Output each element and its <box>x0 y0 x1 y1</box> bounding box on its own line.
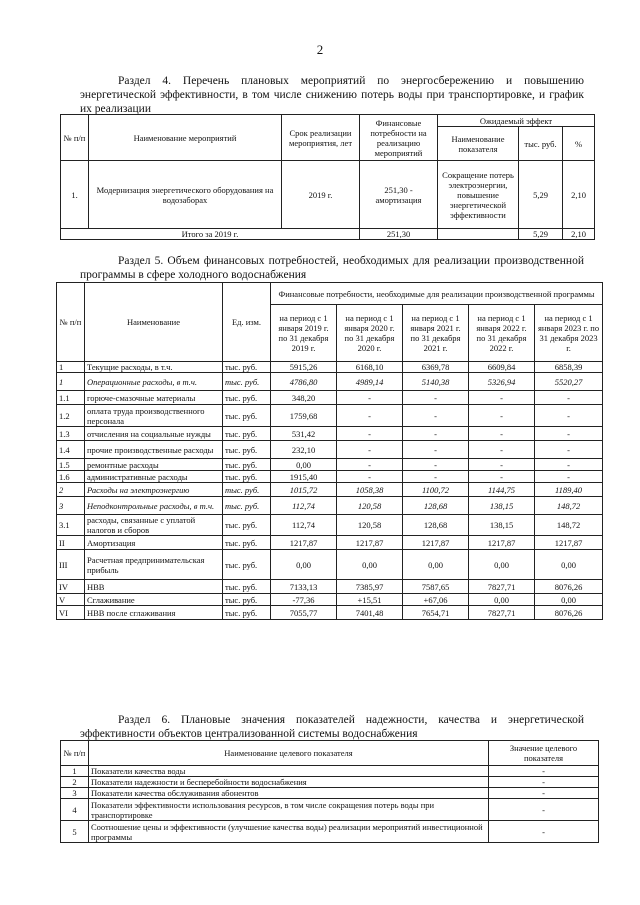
row-value: 148,72 <box>535 497 603 515</box>
row-num: 1.4 <box>57 441 85 459</box>
row-value: - <box>469 471 535 483</box>
row-value: - <box>403 471 469 483</box>
row-value: 1217,87 <box>535 536 603 550</box>
table-row <box>57 594 603 606</box>
row-value: 1217,87 <box>469 536 535 550</box>
s5-header-period: на период с 1 января 2022 г. по 31 декабря 2022 г. <box>469 305 535 362</box>
row-value: 5520,27 <box>535 373 603 391</box>
row-value: 128,68 <box>403 515 469 536</box>
table-row <box>61 788 599 799</box>
row-unit: тыс. руб. <box>223 515 271 536</box>
row-value: +67,06 <box>403 594 469 606</box>
s4-total-label: Итого за 2019 г. <box>61 229 360 240</box>
s4-row-percent: 2,10 <box>563 161 595 229</box>
row-name: Показатели качества обслуживания абонентов <box>89 788 489 799</box>
s6-header-num: № п/п <box>61 741 89 766</box>
s4-row-thousand: 5,29 <box>519 161 563 229</box>
row-num: 3 <box>57 497 85 515</box>
row-value: - <box>469 441 535 459</box>
row-value: - <box>535 405 603 427</box>
row-name: прочие производственные расходы <box>85 441 223 459</box>
row-value: - <box>337 441 403 459</box>
row-value: - <box>489 788 599 799</box>
s4-header-effect: Ожидаемый эффект <box>438 115 595 127</box>
row-value: - <box>337 471 403 483</box>
table-row <box>57 362 603 373</box>
row-name: ремонтные расходы <box>85 459 223 471</box>
row-name: горюче-смазочные материалы <box>85 391 223 405</box>
row-value: 0,00 <box>535 550 603 580</box>
row-num: 1.2 <box>57 405 85 427</box>
s5-header-num: № п/п <box>57 283 85 362</box>
row-unit: тыс. руб. <box>223 594 271 606</box>
row-num: 2 <box>61 777 89 788</box>
row-value: 1058,38 <box>337 483 403 497</box>
row-name: Операционные расходы, в т.ч. <box>85 373 223 391</box>
table-row <box>57 471 603 483</box>
section6-table <box>60 740 599 843</box>
s4-total-percent: 2,10 <box>563 229 595 240</box>
row-value: - <box>489 777 599 788</box>
row-value: 7055,77 <box>271 606 337 620</box>
row-num: 3 <box>61 788 89 799</box>
row-value: 6858,39 <box>535 362 603 373</box>
s4-header-term: Срок реализации мероприятия, лет <box>282 115 360 161</box>
row-value: - <box>337 427 403 441</box>
row-unit: тыс. руб. <box>223 606 271 620</box>
table-row <box>57 606 603 620</box>
row-value: - <box>337 405 403 427</box>
row-value: - <box>337 459 403 471</box>
row-value: 0,00 <box>469 594 535 606</box>
s5-header-name: Наименование <box>85 283 223 362</box>
row-value: 1759,68 <box>271 405 337 427</box>
row-unit: тыс. руб. <box>223 391 271 405</box>
s6-header-value: Значение целевого показателя <box>489 741 599 766</box>
s5-header-period: на период с 1 января 2021 г. по 31 декабря 2021 г. <box>403 305 469 362</box>
s5-header-period: на период с 1 января 2019 г. по 31 декабря 2019 г. <box>271 305 337 362</box>
row-value: 348,20 <box>271 391 337 405</box>
table-row <box>57 536 603 550</box>
s6-header-name: Наименование целевого показателя <box>89 741 489 766</box>
row-unit: тыс. руб. <box>223 459 271 471</box>
row-value: 112,74 <box>271 497 337 515</box>
row-value: - <box>403 441 469 459</box>
s4-header-indicator: Наименование показателя <box>438 127 519 161</box>
section5-heading: Раздел 5. Объем финансовых потребностей, необходимых для реализации производственной программы в сфере холодного водоснабжения <box>80 255 584 281</box>
row-num: 1 <box>57 362 85 373</box>
row-value: 8076,26 <box>535 580 603 594</box>
table-row <box>57 391 603 405</box>
row-value: - <box>535 459 603 471</box>
row-name: Текущие расходы, в т.ч. <box>85 362 223 373</box>
row-value: 6168,10 <box>337 362 403 373</box>
row-name: оплата труда производственного персонала <box>85 405 223 427</box>
row-value: 0,00 <box>337 550 403 580</box>
section4-heading: Раздел 4. Перечень плановых мероприятий по энергосбережению и повышению энергетической эффективности, в том числе снижению потерь воды при транспортировке, и график их реализации <box>80 75 584 115</box>
row-num: 5 <box>61 821 89 843</box>
row-value: 120,58 <box>337 497 403 515</box>
row-value: - <box>403 427 469 441</box>
table-row <box>57 497 603 515</box>
s4-total-finance: 251,30 <box>360 229 438 240</box>
row-name: Показатели надежности и бесперебойности водоснабжения <box>89 777 489 788</box>
s4-row-name: Модернизация энергетического оборудования на водозаборах <box>89 161 282 229</box>
row-value: 531,42 <box>271 427 337 441</box>
row-value: 0,00 <box>403 550 469 580</box>
s4-header-name: Наименование мероприятий <box>89 115 282 161</box>
section5-table <box>56 282 603 620</box>
row-name: Показатели эффективности использования ресурсов, в том числе сокращения потерь воды при транспортировке <box>89 799 489 821</box>
row-value: 7133,13 <box>271 580 337 594</box>
row-value: - <box>535 441 603 459</box>
row-num: 1.6 <box>57 471 85 483</box>
row-name: Расходы на электроэнергию <box>85 483 223 497</box>
s4-row <box>61 161 595 229</box>
row-name: Показатели качества воды <box>89 766 489 777</box>
row-value: 7401,48 <box>337 606 403 620</box>
row-value: 120,58 <box>337 515 403 536</box>
table-row <box>61 766 599 777</box>
row-num: 1 <box>61 766 89 777</box>
s5-header-period: на период с 1 января 2020 г. по 31 декабря 2020 г. <box>337 305 403 362</box>
row-value: - <box>535 471 603 483</box>
row-name: Сглаживание <box>85 594 223 606</box>
row-value: 7654,71 <box>403 606 469 620</box>
row-unit: тыс. руб. <box>223 550 271 580</box>
s4-row-finance: 251,30 - амортизация <box>360 161 438 229</box>
row-value: 0,00 <box>535 594 603 606</box>
table-row <box>57 483 603 497</box>
row-value: 7827,71 <box>469 606 535 620</box>
table-row <box>57 459 603 471</box>
table-row <box>57 373 603 391</box>
row-num: 3.1 <box>57 515 85 536</box>
row-value: 1100,72 <box>403 483 469 497</box>
row-value: 1217,87 <box>337 536 403 550</box>
row-value: - <box>337 391 403 405</box>
table-row <box>57 550 603 580</box>
row-value: - <box>535 391 603 405</box>
row-value: - <box>489 766 599 777</box>
row-name: Амортизация <box>85 536 223 550</box>
row-value: 6609,84 <box>469 362 535 373</box>
row-value: -77,36 <box>271 594 337 606</box>
row-value: 0,00 <box>469 550 535 580</box>
table-row <box>61 799 599 821</box>
row-unit: тыс. руб. <box>223 441 271 459</box>
row-value: 7385,97 <box>337 580 403 594</box>
s4-total-row <box>61 229 595 240</box>
s4-row-indicator: Сокращение потерь электроэнергии, повышение энергетической эффективности <box>438 161 519 229</box>
s4-header-num: № п/п <box>61 115 89 161</box>
row-num: V <box>57 594 85 606</box>
s5-header-group: Финансовые потребности, необходимые для реализации производственной программы <box>271 283 603 305</box>
row-value: 112,74 <box>271 515 337 536</box>
row-value: 128,68 <box>403 497 469 515</box>
row-num: 2 <box>57 483 85 497</box>
row-num: III <box>57 550 85 580</box>
row-value: - <box>403 459 469 471</box>
row-value: - <box>469 459 535 471</box>
row-unit: тыс. руб. <box>223 497 271 515</box>
s5-header-unit: Ед. изм. <box>223 283 271 362</box>
row-num: VI <box>57 606 85 620</box>
row-value: 1015,72 <box>271 483 337 497</box>
row-value: 7827,71 <box>469 580 535 594</box>
table-row <box>57 515 603 536</box>
row-name: отчисления на социальные нужды <box>85 427 223 441</box>
page-number: 2 <box>316 42 324 57</box>
row-num: 1.3 <box>57 427 85 441</box>
s4-row-num: 1. <box>61 161 89 229</box>
row-unit: тыс. руб. <box>223 483 271 497</box>
row-value: 8076,26 <box>535 606 603 620</box>
row-value: 4989,14 <box>337 373 403 391</box>
row-unit: тыс. руб. <box>223 373 271 391</box>
s4-row-term: 2019 г. <box>282 161 360 229</box>
s5-header-period: на период с 1 января 2023 г. по 31 декабря 2023 г. <box>535 305 603 362</box>
row-num: 1.5 <box>57 459 85 471</box>
row-value: 1189,40 <box>535 483 603 497</box>
table-row <box>57 427 603 441</box>
row-value: - <box>469 391 535 405</box>
s4-header-thousand: тыс. руб. <box>519 127 563 161</box>
row-value: - <box>403 405 469 427</box>
row-name: НВВ после сглаживания <box>85 606 223 620</box>
row-value: 148,72 <box>535 515 603 536</box>
row-value: - <box>489 799 599 821</box>
row-unit: тыс. руб. <box>223 362 271 373</box>
row-value: - <box>403 391 469 405</box>
row-unit: тыс. руб. <box>223 405 271 427</box>
row-value: 1144,75 <box>469 483 535 497</box>
row-value: 138,15 <box>469 515 535 536</box>
row-value: 5915,26 <box>271 362 337 373</box>
row-value: 1217,87 <box>271 536 337 550</box>
row-name: Расчетная предпринимательская прибыль <box>85 550 223 580</box>
s4-header-percent: % <box>563 127 595 161</box>
row-value: - <box>489 821 599 843</box>
row-value: 1915,40 <box>271 471 337 483</box>
row-value: 7587,65 <box>403 580 469 594</box>
row-num: 4 <box>61 799 89 821</box>
row-value: 5326,94 <box>469 373 535 391</box>
table-row <box>61 777 599 788</box>
row-value: 6369,78 <box>403 362 469 373</box>
table-row <box>57 580 603 594</box>
row-value: - <box>469 405 535 427</box>
row-unit: тыс. руб. <box>223 427 271 441</box>
table-row <box>57 405 603 427</box>
row-value: 4786,80 <box>271 373 337 391</box>
row-num: II <box>57 536 85 550</box>
row-value: - <box>535 427 603 441</box>
row-name: Соотношение цены и эффективности (улучшение качества воды) реализации мероприятий инвестиционной программы <box>89 821 489 843</box>
row-value: - <box>469 427 535 441</box>
row-num: IV <box>57 580 85 594</box>
row-name: расходы, связанные с уплатой налогов и сборов <box>85 515 223 536</box>
section4-table <box>60 114 595 240</box>
section6-heading: Раздел 6. Плановые значения показателей надежности, качества и энергетической эффективности объектов централизованной системы водоснабжения <box>80 714 584 740</box>
table-row <box>61 821 599 843</box>
row-name: Неподконтрольные расходы, в т.ч. <box>85 497 223 515</box>
row-num: 1 <box>57 373 85 391</box>
row-name: административные расходы <box>85 471 223 483</box>
row-value: 0,00 <box>271 550 337 580</box>
table-row <box>57 441 603 459</box>
row-value: 138,15 <box>469 497 535 515</box>
row-value: 0,00 <box>271 459 337 471</box>
row-unit: тыс. руб. <box>223 536 271 550</box>
row-name: НВВ <box>85 580 223 594</box>
s4-header-finance: Финансовые потребности на реализацию мероприятий <box>360 115 438 161</box>
row-unit: тыс. руб. <box>223 580 271 594</box>
row-value: +15,51 <box>337 594 403 606</box>
s4-total-thousand: 5,29 <box>519 229 563 240</box>
row-value: 1217,87 <box>403 536 469 550</box>
row-num: 1.1 <box>57 391 85 405</box>
row-unit: тыс. руб. <box>223 471 271 483</box>
row-value: 5140,38 <box>403 373 469 391</box>
row-value: 232,10 <box>271 441 337 459</box>
